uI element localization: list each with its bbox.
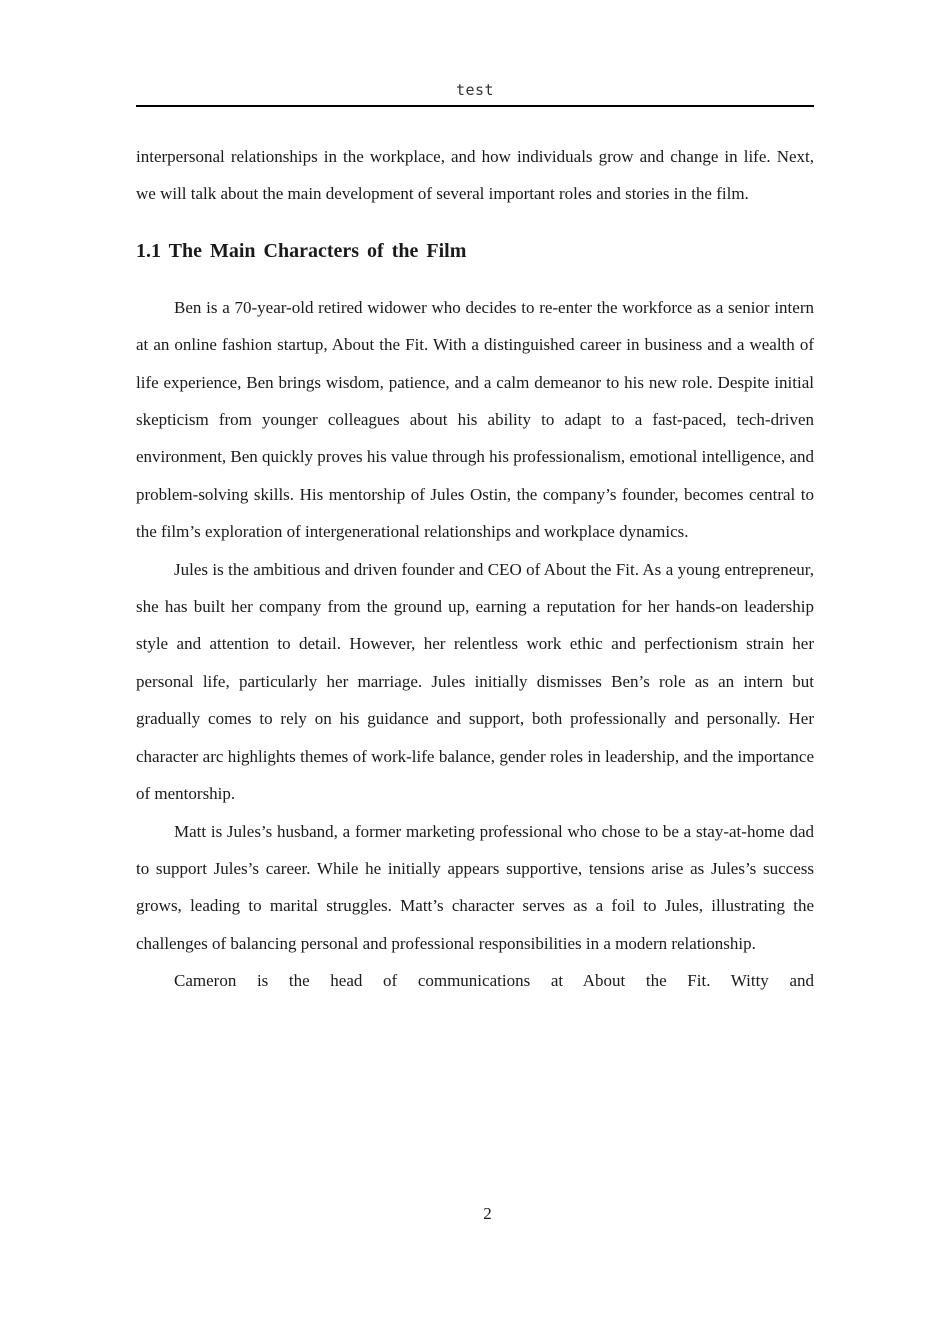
paragraph-ben: Ben is a 70-year-old retired widower who decides to re-enter the workforce as a senior intern at an online fashion startup, About the Fit. With a distinguished career in business and a wealth of life experience, Ben brings wisdom, patience, and a calm demeanor to his new role. Despite initial skepticism from younger colleagues about his ability to adapt to a fast-paced, tech-driven environment, Ben quickly proves his value through his professionalism, emotional intelligence, and problem-solving skills. His mentorship of Jules Ostin, the company’s founder, becomes central to the film’s exploration of intergenerational relationships and workplace dynamics. [136, 297, 814, 542]
section-heading: 1.1 The Main Characters of the Film [136, 239, 467, 262]
paragraph-cameron: Cameron is the head of communications at About the Fit. Witty and [174, 971, 814, 991]
header-divider [136, 105, 814, 107]
paragraph-matt: Matt is Jules’s husband, a former marketing professional who chose to be a stay-at-home dad to support Jules’s career. While he initially appears supportive, tensions arise as Jules’s success grows, leading to marital struggles. Matt’s character serves as a foil to Jules, illustrating the challenges of balancing personal and professional responsibilities in a modern relationship. [136, 821, 814, 953]
running-header: test [455, 81, 495, 99]
paragraph-jules: Jules is the ambitious and driven founder and CEO of About the Fit. As a young entrepreneur, she has built her company from the ground up, earning a reputation for her hands-on leadership style and attention to detail. However, her relentless work ethic and perfectionism strain her personal life, particularly her marriage. Jules initially dismisses Ben’s role as an intern but gradually comes to rely on his guidance and support, both professionally and personally. Her character arc highlights themes of work-life balance, gender roles in leadership, and the importance of mentorship. [136, 559, 814, 804]
page-number: 2 [483, 1204, 492, 1223]
intro-paragraph: interpersonal relationships in the workplace, and how individuals grow and change in life. Next, we will talk about the main development of several important roles and stories in the film. [136, 147, 814, 204]
page-body [136, 138, 814, 1000]
